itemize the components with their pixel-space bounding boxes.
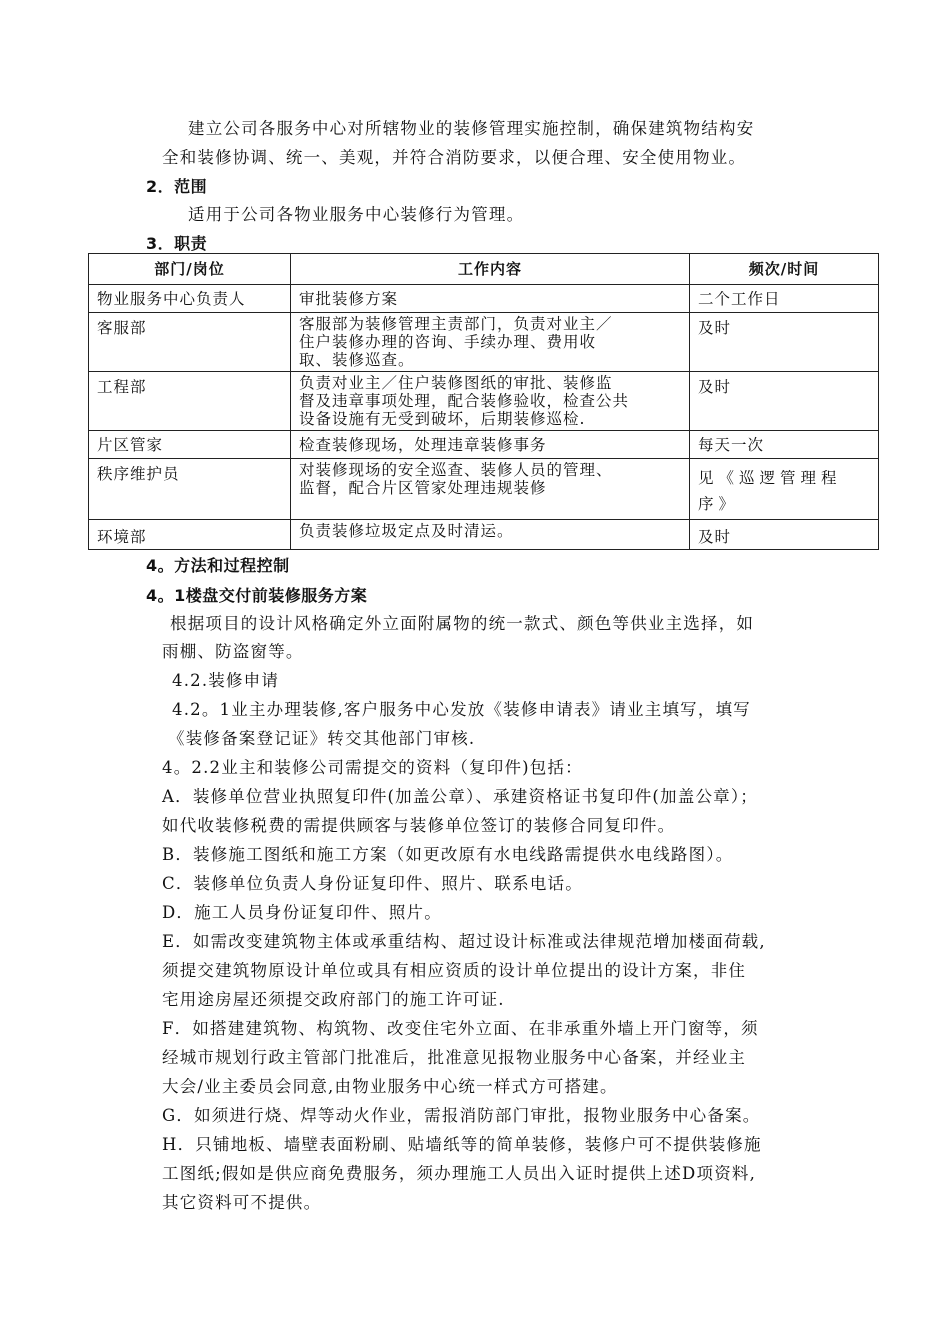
content-line: 负责对业主／住户装修图纸的审批、装修监 xyxy=(299,374,613,392)
cell-freq: 每天一次 xyxy=(690,431,879,459)
para-4-2-1-line-1: 4.2。1业主办理装修,客户服务中心发放《装修申请表》请业主填写，填写 xyxy=(172,700,751,719)
para-4-2-2: 4。2.2业主和装修公司需提交的资料（复印件)包括： xyxy=(162,758,583,777)
cell-content: 审批装修方案 xyxy=(291,285,690,313)
cell-dept: 秩序维护员 xyxy=(89,459,291,520)
content-line: 监督，配合片区管家处理违规装修 xyxy=(299,479,547,497)
cell-dept: 客服部 xyxy=(89,313,291,372)
cell-dept: 工程部 xyxy=(89,372,291,431)
table-row xyxy=(89,431,879,459)
cell-content xyxy=(291,459,690,520)
cell-dept: 片区管家 xyxy=(89,431,291,459)
cell-freq xyxy=(690,459,879,520)
table-row xyxy=(89,459,879,520)
table-row xyxy=(89,285,879,313)
item-e-line-1: E．如需改变建筑物主体或承重结构、超过设计标准或法律规范增加楼面荷载, xyxy=(162,932,766,951)
responsibility-table xyxy=(88,253,879,550)
item-h-line-3: 其它资料可不提供。 xyxy=(162,1193,322,1212)
item-h-line-1: H．只铺地板、墙壁表面粉刷、贴墙纸等的简单装修，装修户可不提供装修施 xyxy=(162,1135,762,1154)
header-dept: 部门/岗位 xyxy=(89,254,291,285)
item-h-line-2: 工图纸;假如是供应商免费服务，须办理施工人员出入证时提供上述D项资料, xyxy=(162,1164,757,1183)
cell-freq: 及时 xyxy=(690,372,879,431)
cell-content xyxy=(291,372,690,431)
section-3-heading: 3．职责 xyxy=(146,234,208,253)
cell-content xyxy=(291,313,690,372)
item-e-line-2: 须提交建筑物原设计单位或具有相应资质的设计单位提出的设计方案，非住 xyxy=(162,961,747,980)
header-freq: 频次/时间 xyxy=(690,254,879,285)
item-b: B．装修施工图纸和施工方案（如更改原有水电线路需提供水电线路图）。 xyxy=(162,845,734,864)
content-line: 客服部为装修管理主责部门，负责对业主／ xyxy=(299,315,613,333)
item-f-line-3: 大会/业主委员会同意,由物业服务中心统一样式方可搭建。 xyxy=(162,1077,618,1096)
item-d: D．施工人员身份证复印件、照片。 xyxy=(162,903,442,922)
cell-freq: 二个工作日 xyxy=(690,285,879,313)
para-4-2-1-line-2: 《装修备案登记证》转交其他部门审核. xyxy=(168,729,476,748)
content-line: 设备设施有无受到破坏，后期装修巡检. xyxy=(299,410,586,428)
cell-content: 负责装修垃圾定点及时清运。 xyxy=(291,520,690,550)
item-a-line-2: 如代收装修税费的需提供顾客与装修单位签订的装修合同复印件。 xyxy=(162,816,676,835)
item-e-line-3: 宅用途房屋还须提交政府部门的施工许可证. xyxy=(162,990,505,1009)
header-content: 工作内容 xyxy=(291,254,690,285)
content-line: 取、装修巡查。 xyxy=(299,351,415,369)
section-2-heading: 2．范围 xyxy=(146,177,208,196)
content-line: 对装修现场的安全巡查、装修人员的管理、 xyxy=(299,461,613,479)
section-4-1-text-1: 根据项目的设计风格确定外立面附属物的统一款式、颜色等供业主选择，如 xyxy=(170,614,755,633)
item-f-line-1: F．如搭建建筑物、构筑物、改变住宅外立面、在非承重外墙上开门窗等，须 xyxy=(162,1019,759,1038)
cell-content: 检查装修现场，处理违章装修事务 xyxy=(291,431,690,459)
content-line: 督及违章事项处理，配合装修验收，检查公共 xyxy=(299,392,630,410)
freq-line: 序》 xyxy=(698,495,740,513)
table-header-row xyxy=(89,254,879,285)
item-f-line-2: 经城市规划行政主管部门批准后，批准意见报物业服务中心备案，并经业主 xyxy=(162,1048,747,1067)
section-4-heading: 4。方法和过程控制 xyxy=(146,556,290,575)
intro-line-1: 建立公司各服务中心对所辖物业的装修管理实施控制，确保建筑物结构安 xyxy=(188,119,755,138)
cell-dept: 物业服务中心负责人 xyxy=(89,285,291,313)
freq-line: 见《巡逻管理程 xyxy=(698,469,842,487)
cell-dept: 环境部 xyxy=(89,520,291,550)
table-row xyxy=(89,313,879,372)
section-4-1-text-2: 雨棚、防盗窗等。 xyxy=(162,642,304,661)
item-c: C．装修单位负责人身份证复印件、照片、联系电话。 xyxy=(162,874,583,893)
item-a-line-1: A．装修单位营业执照复印件(加盖公章）、承建资格证书复印件(加盖公章）； xyxy=(162,787,758,806)
section-4-2-heading: 4.2.装修申请 xyxy=(172,671,280,690)
content-line: 住户装修办理的咨询、手续办理、费用收 xyxy=(299,333,597,351)
intro-line-2: 全和装修协调、统一、美观，并符合消防要求，以便合理、安全使用物业。 xyxy=(162,148,747,167)
table-row xyxy=(89,372,879,431)
cell-freq: 及时 xyxy=(690,313,879,372)
item-g: G．如须进行烧、焊等动火作业，需报消防部门审批，报物业服务中心备案。 xyxy=(162,1106,761,1125)
table-row xyxy=(89,520,879,550)
section-4-1-heading: 4。1楼盘交付前装修服务方案 xyxy=(146,586,368,605)
cell-freq: 及时 xyxy=(690,520,879,550)
section-2-text: 适用于公司各物业服务中心装修行为管理。 xyxy=(188,205,525,224)
